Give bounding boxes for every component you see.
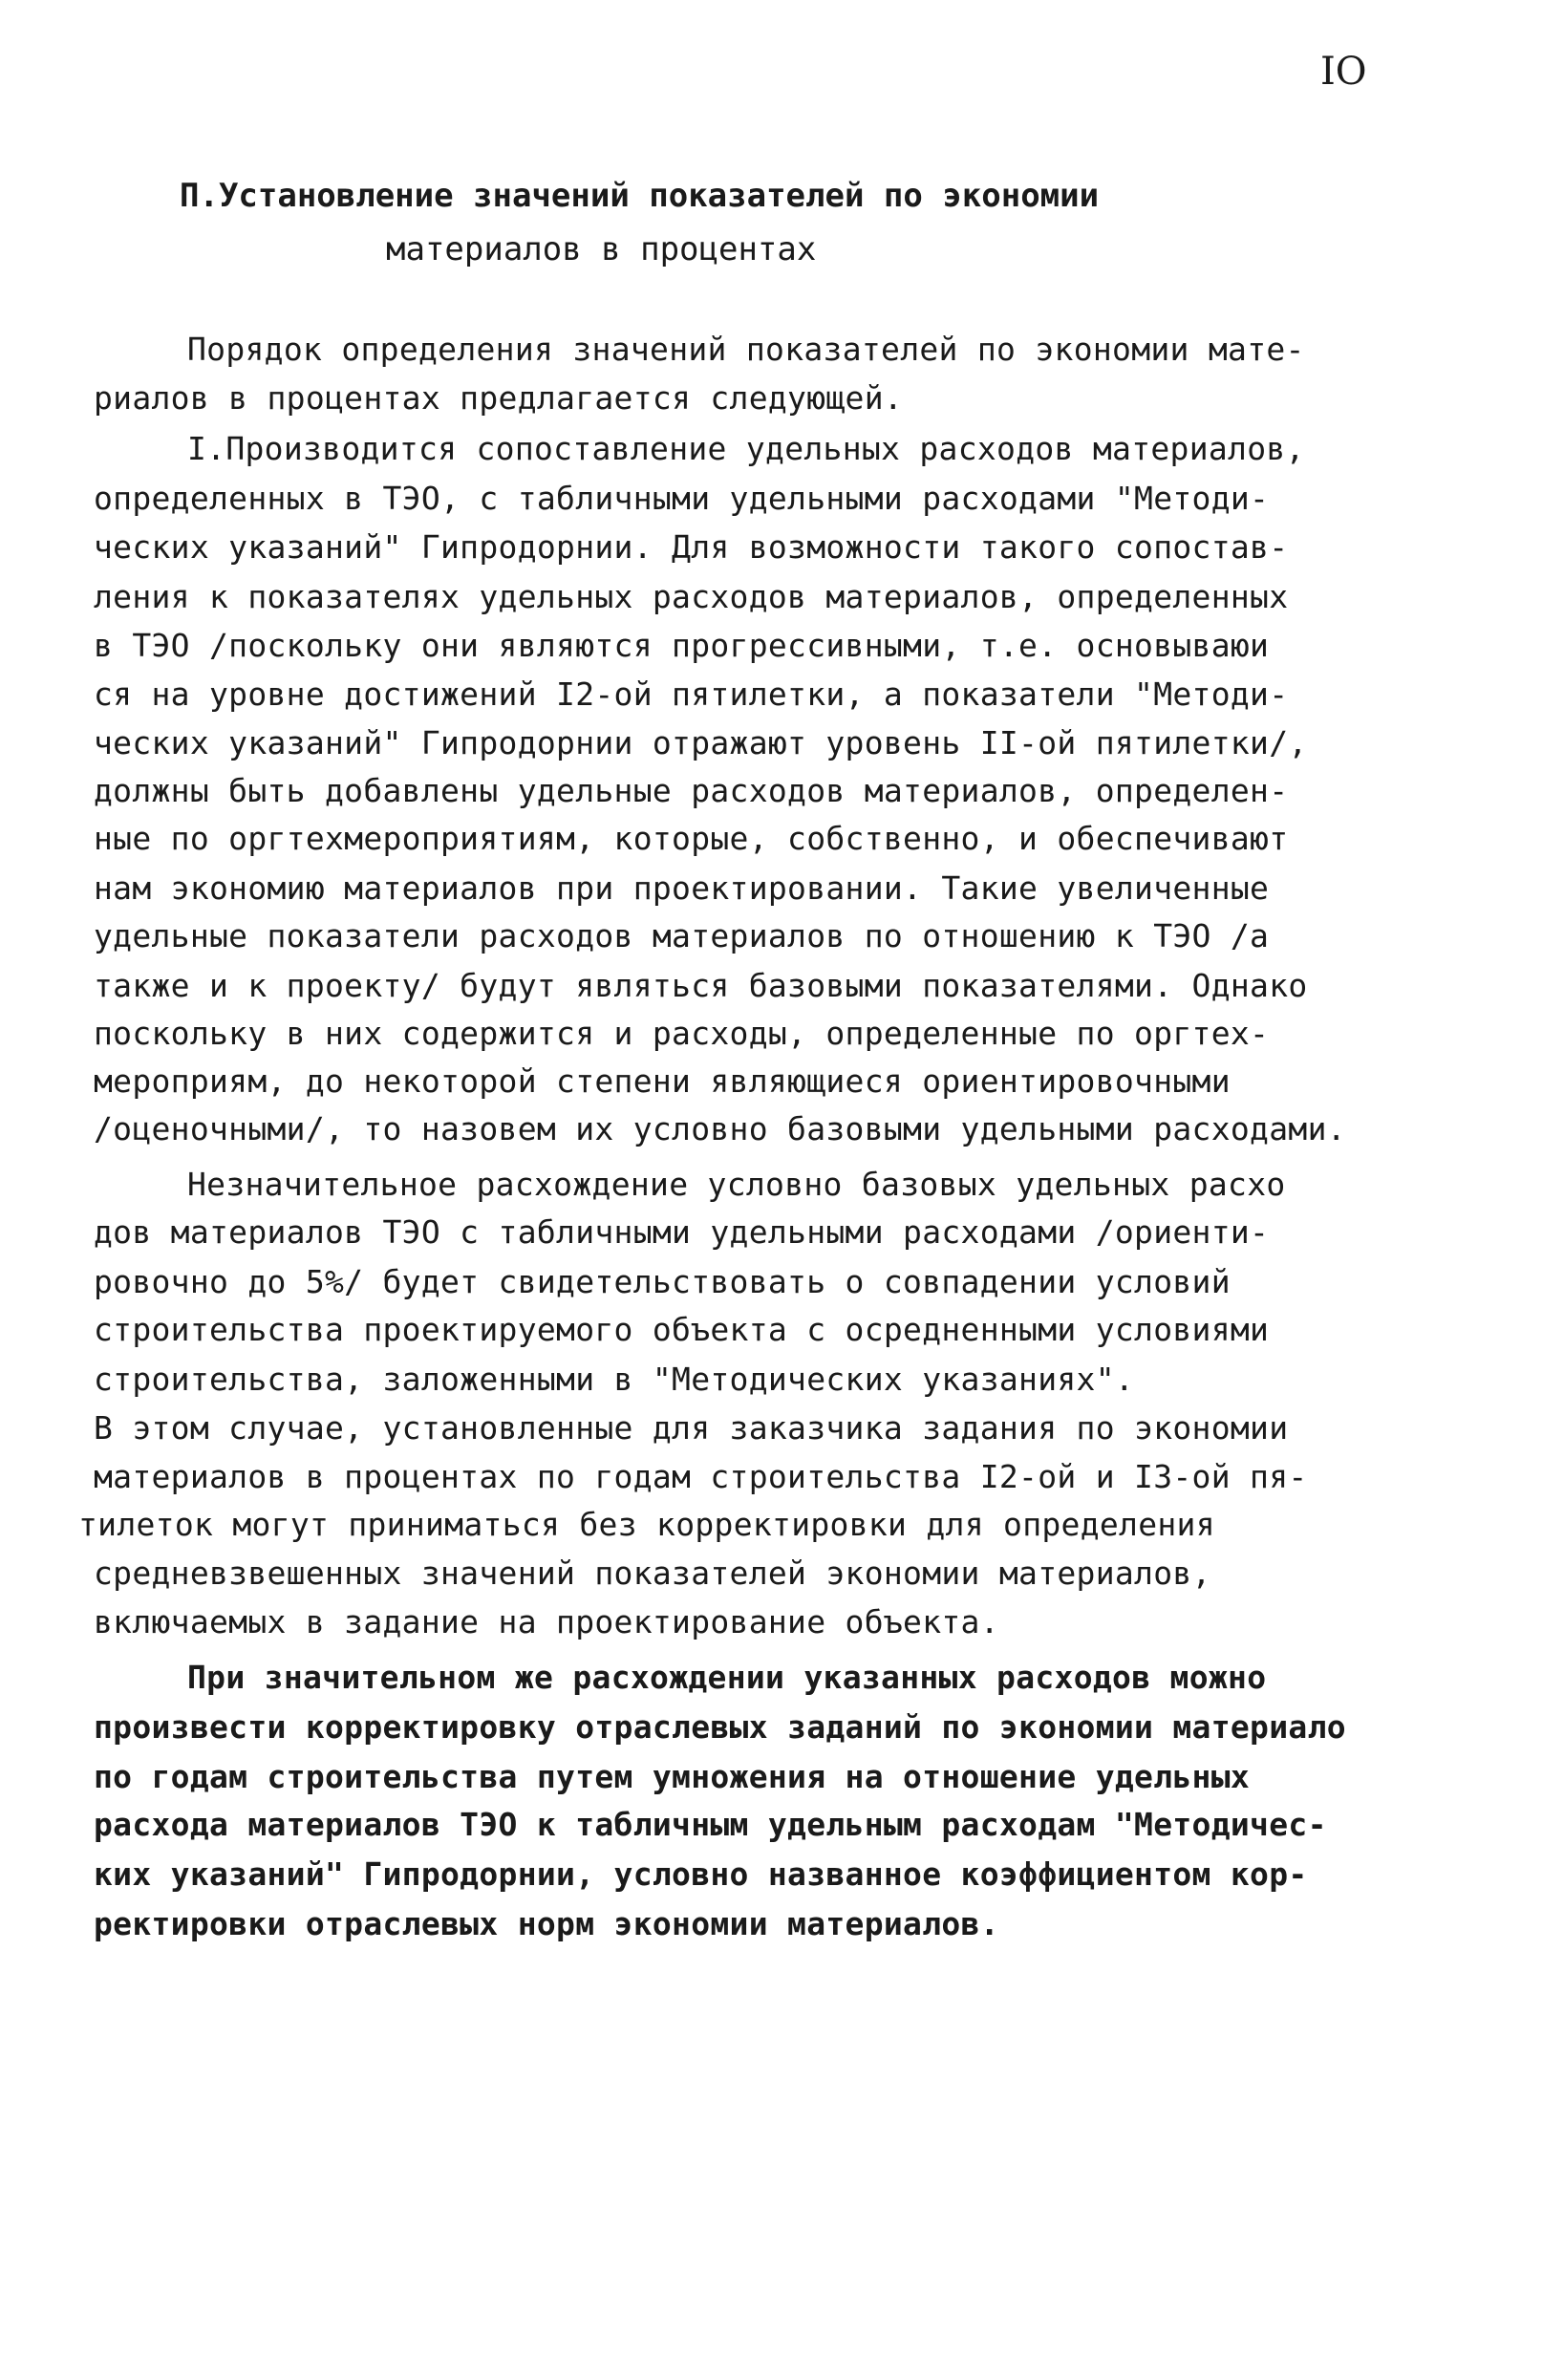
paragraph-line: материалов в процентах по годам строительства I2-ой и I3-ой пя- — [94, 1458, 1308, 1495]
paragraph-line: строительства, заложенными в "Методических указаниях". — [94, 1361, 1135, 1398]
paragraph-line: по годам строительства путем умножения на отношение удельных — [94, 1758, 1251, 1795]
paragraph-line: включаемых в задание на проектирование объекта. — [94, 1603, 999, 1640]
paragraph-line: удельные показатели расходов материалов по отношению к ТЭО /а — [94, 917, 1270, 954]
paragraph-line: нам экономию материалов при проектировании. Такие увеличенные — [94, 869, 1270, 907]
paragraph-line: ректировки отраслевых норм экономии материалов. — [94, 1905, 999, 1942]
paragraph-line: ровочно до 5%/ будет свидетельствовать о совпадении условий — [94, 1263, 1231, 1300]
paragraph-line: ких указаний" Гипродорнии, условно названное коэффициентом кор- — [94, 1855, 1308, 1893]
paragraph-line: /оценочными/, то назовем их условно базовыми удельными расходами. — [94, 1110, 1346, 1147]
paragraph-line: в ТЭО /поскольку они являются прогрессивными, т.е. основываюи — [94, 627, 1270, 664]
paragraph-line: дов материалов ТЭО с табличными удельными расходами /ориенти- — [94, 1213, 1270, 1251]
paragraph-line: ческих указаний" Гипродорнии отражают уровень II-ой пятилетки/, — [94, 724, 1308, 761]
paragraph-line: В этом случае, установленные для заказчика задания по экономии — [94, 1409, 1289, 1447]
paragraph-line: риалов в процентах предлагается следующей. — [94, 379, 904, 417]
paragraph-line: поскольку в них содержится и расходы, определенные по оргтех- — [94, 1015, 1270, 1052]
paragraph-line: ные по оргтехмероприятиям, которые, собственно, и обеспечивают — [94, 820, 1289, 857]
paragraph-line: должны быть добавлены удельные расходов материалов, определен- — [94, 772, 1289, 809]
paragraph-line: мероприям, до некоторой степени являющиеся ориентировочными — [94, 1062, 1231, 1100]
paragraph-line: При значительном же расхождении указанных расходов можно — [187, 1659, 1267, 1696]
paragraph-line: ся на уровне достижений I2-ой пятилетки, а показатели "Методи- — [94, 675, 1289, 713]
paragraph-line: строительства проектируемого объекта с осредненными условиями — [94, 1311, 1270, 1348]
paragraph-line: тилеток могут приниматься без корректировки для определения — [78, 1506, 1215, 1543]
paragraph-line: Незначительное расхождение условно базовых удельных расхо — [187, 1166, 1286, 1203]
paragraph-line: Порядок определения значений показателей по экономии мате- — [187, 331, 1305, 368]
page-number: IO — [1320, 50, 1367, 94]
paragraph-line: средневзвешенных значений показателей экономии материалов, — [94, 1555, 1211, 1592]
paragraph-line: также и к проекту/ будут являться базовыми показателями. Однако — [94, 967, 1308, 1004]
paragraph-line: расхода материалов ТЭО к табличным удельным расходам "Методичес- — [94, 1806, 1327, 1843]
paragraph-line: произвести корректировку отраслевых заданий по экономии материало — [94, 1708, 1346, 1746]
paragraph-line: I.Производится сопоставление удельных расходов материалов, — [187, 430, 1305, 467]
heading-line-2: материалов в процентах — [386, 230, 817, 268]
paragraph-line: определенных в ТЭО, с табличными удельными расходами "Методи- — [94, 480, 1270, 517]
paragraph-line: ления к показателях удельных расходов материалов, определенных — [94, 578, 1289, 615]
paragraph-line: ческих указаний" Гипродорнии. Для возможности такого сопостав- — [94, 528, 1289, 566]
heading-line-1: П.Установление значений показателей по экономии — [180, 177, 1100, 215]
